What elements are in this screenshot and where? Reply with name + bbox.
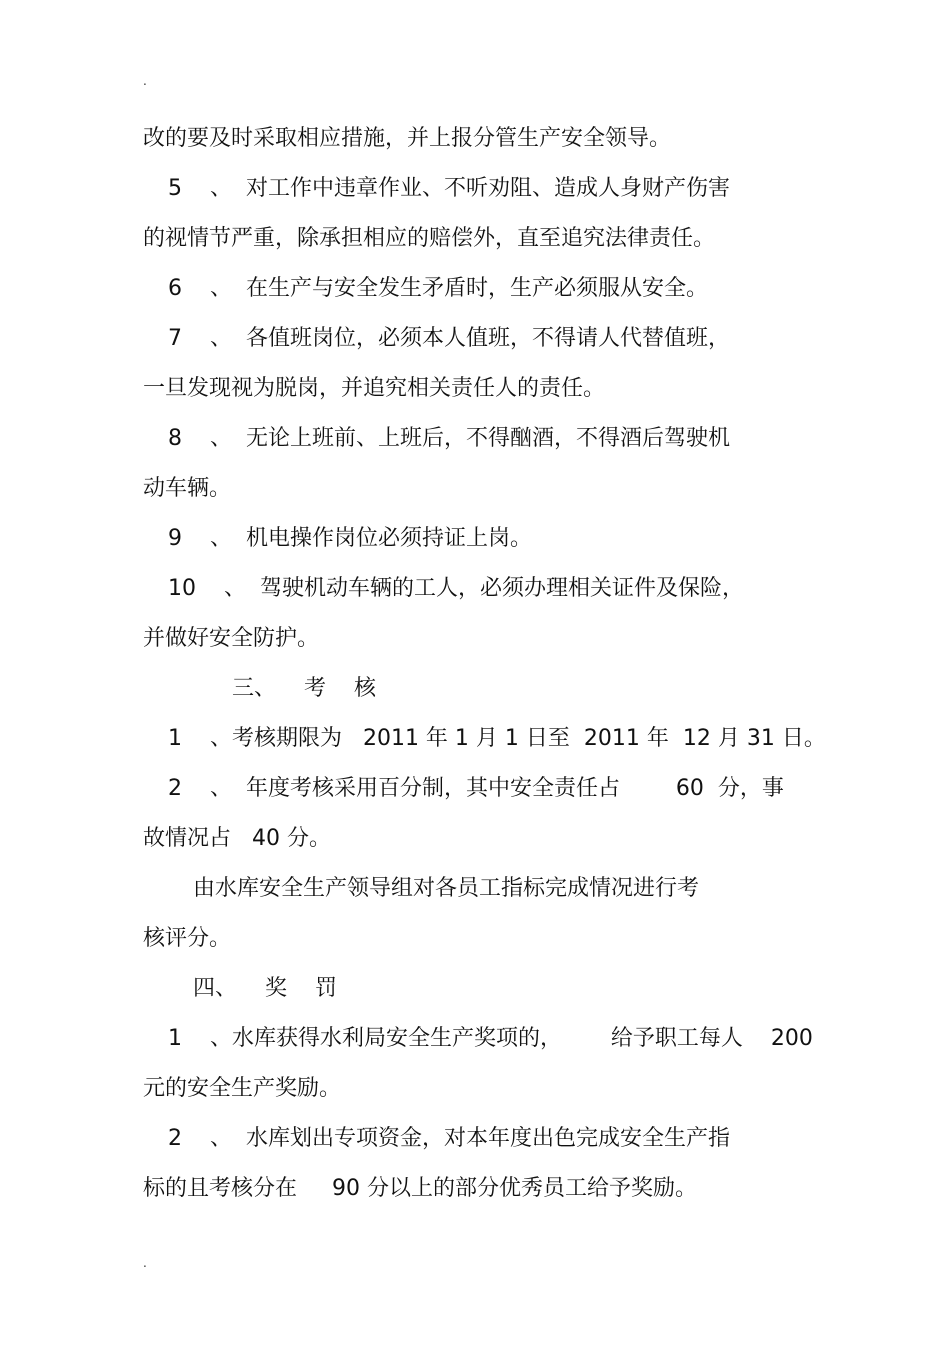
text-line-item-7: 7 、 各值班岗位，必须本人值班，不得请人代替值班， [168,326,730,351]
text-line-1: 改的要及时采取相应措施，并上报分管生产安全领导。 [143,126,672,151]
text-line-3: 的视情节严重，除承担相应的赔偿外，直至追究法律责任。 [143,226,716,251]
text-line-6: 一旦发现视为脱岗，并追究相关责任人的责任。 [143,376,606,401]
text-line-item-10: 10 、 驾驶机动车辆的工人，必须办理相关证件及保险， [168,576,744,601]
text-line-17: 核评分。 [143,926,232,951]
section-heading-rewards: 四、 奖 罚 [193,976,337,1001]
text-line-item-5: 5 、 对工作中违章作业、不听劝阻、造成人身财产伤害 [168,176,730,201]
text-line-item-8: 8 、 无论上班前、上班后，不得酗酒，不得酒后驾驶机 [168,426,730,451]
text-line-assess-1: 1 、考核期限为 2011 年 1 月 1 日至 2011 年 12 月 31 日。 [168,726,826,751]
text-line-reward-1: 1 、水库获得水利局安全生产奖项的， 给予职工每人 200 [168,1026,813,1051]
section-heading-assessment: 三、 考 核 [232,676,376,701]
text-line-reward-2: 2 、 水库划出专项资金，对本年度出色完成安全生产指 [168,1126,730,1151]
page-top-mark: . [143,74,147,88]
text-line-8: 动车辆。 [143,476,232,501]
page-bottom-mark: . [143,1256,147,1270]
text-line-item-9: 9 、 机电操作岗位必须持证上岗。 [168,526,532,551]
text-line-22: 标的且考核分在 90 分以上的部分优秀员工给予奖励。 [143,1176,697,1201]
text-line-assess-2: 2 、 年度考核采用百分制，其中安全责任占 60 分，事 [168,776,784,801]
text-line-20: 元的安全生产奖励。 [143,1076,342,1101]
text-line-11: 并做好安全防护。 [143,626,320,651]
text-line-item-6: 6 、 在生产与安全发生矛盾时，生产必须服从安全。 [168,276,708,301]
text-line-15: 故情况占 40 分。 [143,826,331,851]
text-line-16: 由水库安全生产领导组对各员工指标完成情况进行考 [193,876,700,901]
